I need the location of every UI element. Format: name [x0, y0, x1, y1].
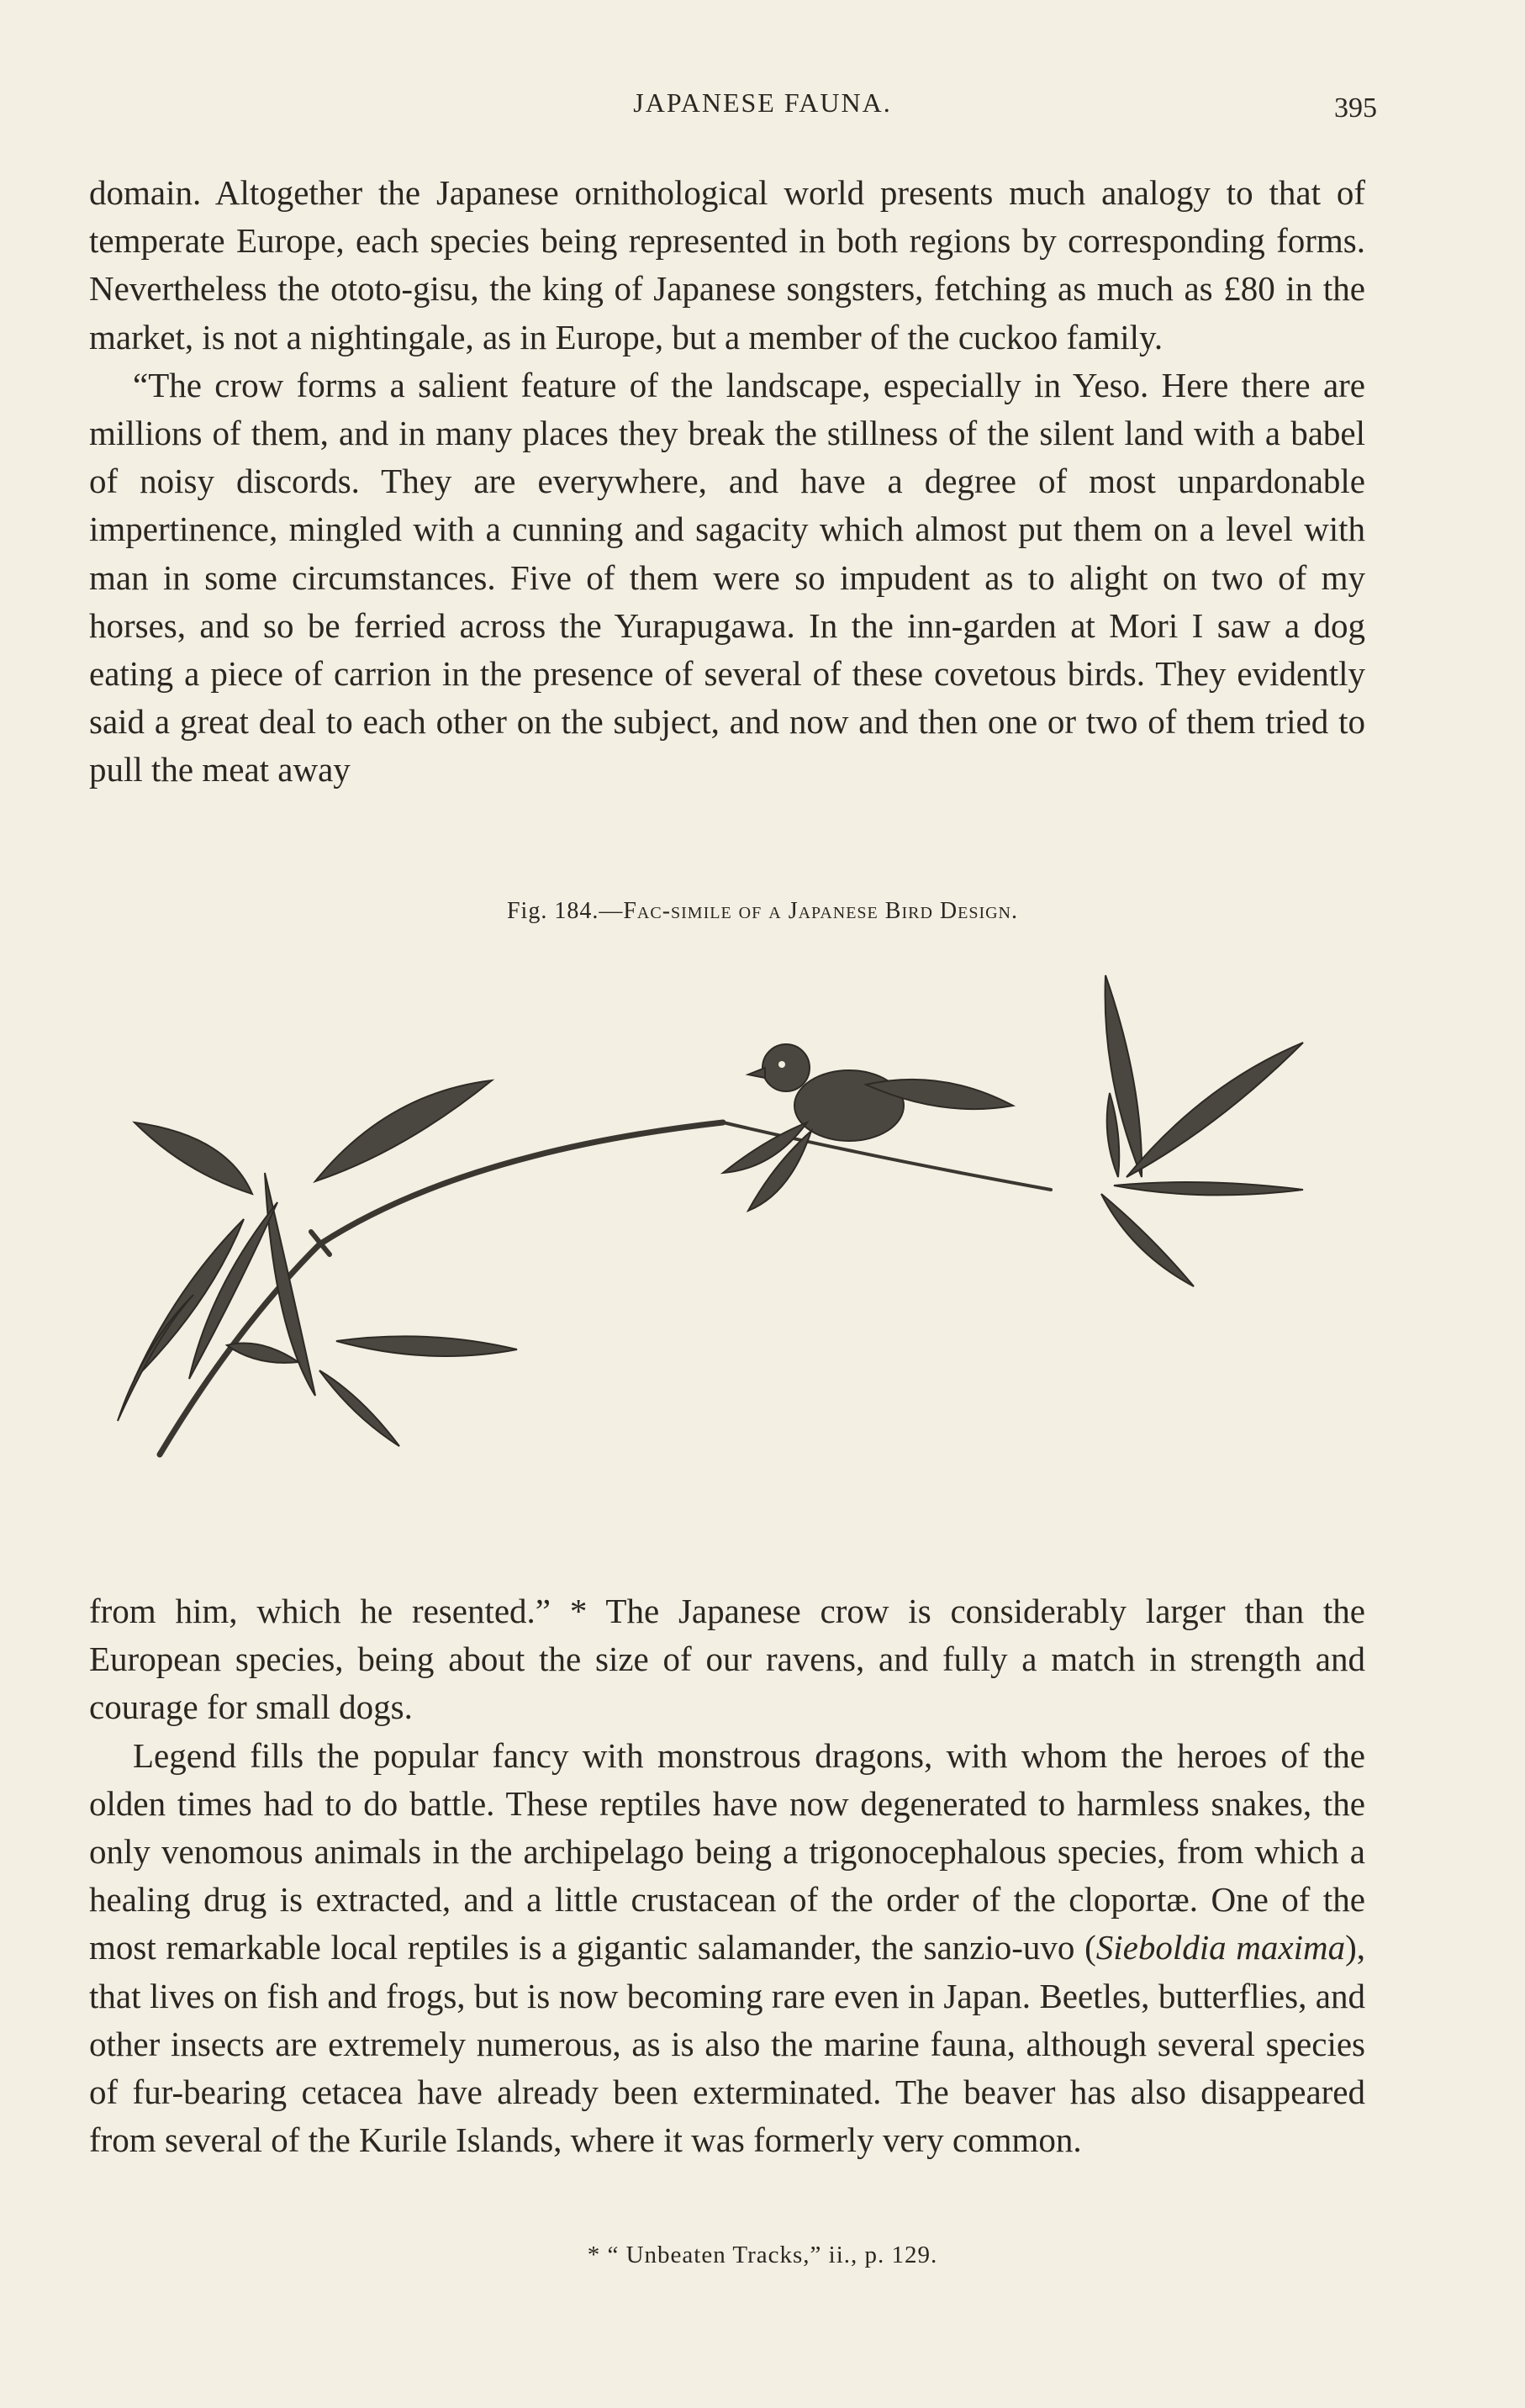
bamboo-leaf [319, 1370, 399, 1446]
bird-head [762, 1044, 810, 1091]
paragraph-legend [89, 1732, 1365, 2165]
bamboo-stem [160, 1122, 723, 1455]
bamboo-leaf [315, 1080, 492, 1181]
figure-caption [0, 898, 1525, 925]
body-text-top [89, 169, 1365, 795]
bird-eye [778, 1061, 785, 1068]
legend-text-before: Legend fills the popular fancy with monstrous dragons, with whom the heroes of the olden times had to do battle. These reptiles have now degenerated to harmless snakes, the only venomous animals in the archipelago being a trigonocephalous species, from which a healing drug is extracted, and a little crustacean of the order of the cloportæ. One of the most remarkable local reptiles is a gigantic salamander, the sanzio-uvo ( [89, 1735, 1365, 1967]
bamboo-leaf [1101, 1194, 1194, 1286]
running-title: JAPANESE FAUNA. [633, 87, 892, 118]
legend-text-after: ), that lives on fish and frogs, but is now becoming rare even in Japan. Beetles, butterflies, and other insects are extremely numerous, as is also the marine fauna, although several species of fur-bearing cetacea have already been exterminated. The beaver has also disappeared from several of the Kurile Islands, where it was formerly very common. [89, 1928, 1365, 2160]
figure-title: Fac-simile of a Japanese Bird Design. [623, 898, 1018, 924]
bamboo-leaf [336, 1336, 517, 1356]
page-number: 395 [1334, 92, 1377, 124]
body-text-bottom [89, 1587, 1365, 2164]
paragraph-crow-quote: “The crow forms a salient feature of the landscape, especially in Yeso. Here there are millions of them, and in many places they break the stillness of the silent land with a babel of noisy discords. They are everywhere, and have a degree of most unpardonable impertinence, mingled with a cunning and sagacity which almost put them on a level with man in some circumstances. Five of them were so impudent as to alight on two of my horses, and so be ferried across the Yurapugawa. In the inn-garden at Mori I saw a dog eating a piece of carrion in the presence of several of these covetous birds. They evidently said a great deal to each other on the subject, and now and then one or two of them tried to pull the meat away [89, 365, 1365, 789]
bird-bamboo-illustration [109, 942, 1354, 1513]
bamboo-leaf [1127, 1043, 1303, 1177]
legend-scientific-name: Sieboldia maxima [1095, 1928, 1346, 1967]
paragraph-domain: domain. Altogether the Japanese ornithological world presents much analogy to that of temperate Europe, each species being represented in both regions by corresponding forms. Nevertheless the ototo-gisu, the king of Japanese songsters, fetching as much as £80 in the market, is not a nightingale, as in Europe, but a member of the cuckoo family. [89, 173, 1365, 356]
footnote: * “ Unbeaten Tracks,” ii., p. 129. [587, 2242, 938, 2268]
bamboo-leaf [227, 1344, 298, 1363]
paragraph-crow-continuation: from him, which he resented.” * The Japanese crow is considerably larger than the European species, being about the size of our ravens, and fully a match in strength and courage for small dogs. [89, 1592, 1365, 1727]
bamboo-leaf [1114, 1182, 1303, 1195]
figure-label: Fig. 184.— [506, 898, 624, 924]
bird-beak [748, 1068, 765, 1078]
bamboo-leaf [135, 1122, 252, 1194]
bamboo-leaf [1107, 1093, 1120, 1177]
